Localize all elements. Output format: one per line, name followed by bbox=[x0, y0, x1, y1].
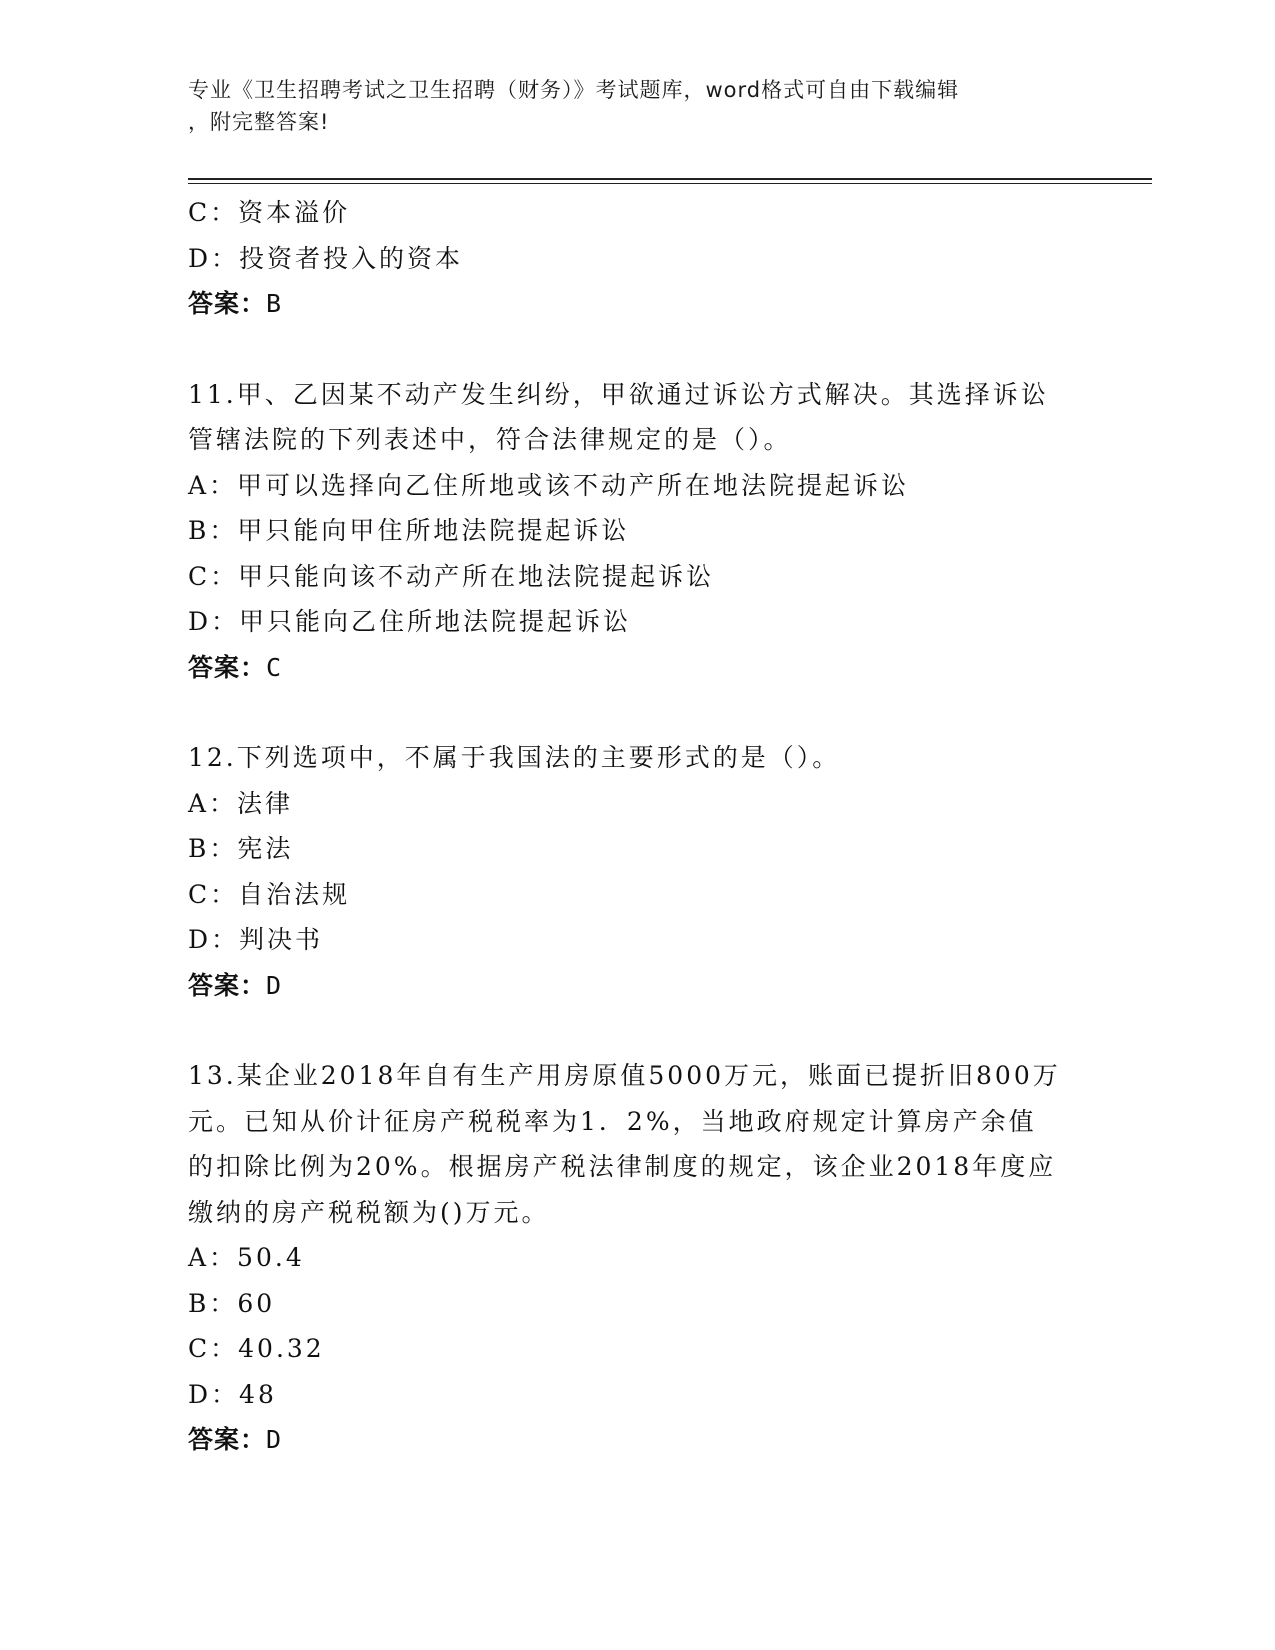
question-11 bbox=[188, 372, 1088, 691]
header-title-line-2: ，附完整答案! bbox=[188, 110, 330, 134]
question-list bbox=[188, 190, 1088, 1463]
option-b: B：宪法 bbox=[188, 834, 294, 863]
question-stem-line: 的扣除比例为20%。根据房产税法律制度的规定，该企业2018年度应 bbox=[188, 1152, 1057, 1181]
answer-value: C bbox=[266, 652, 283, 682]
question-stem-line: 12.下列选项中，不属于我国法的主要形式的是（）。 bbox=[188, 743, 841, 772]
answer-label: 答案： bbox=[188, 1425, 267, 1454]
answer-label: 答案： bbox=[188, 652, 267, 682]
option-c: C：40.32 bbox=[188, 1334, 325, 1363]
option-c: C：资本溢价 bbox=[188, 198, 351, 227]
answer-line bbox=[188, 645, 1088, 691]
answer-value: D bbox=[266, 1425, 283, 1454]
option-c: C：自治法规 bbox=[188, 879, 351, 909]
document-header bbox=[188, 74, 1088, 138]
option-a: A：甲可以选择向乙住所地或该不动产所在地法院提起诉讼 bbox=[188, 470, 910, 500]
answer-value: D bbox=[266, 970, 283, 1000]
question-stem-line: 缴纳的房产税税额为()万元。 bbox=[188, 1197, 550, 1227]
question-stem-line: 管辖法院的下列表述中，符合法律规定的是（）。 bbox=[188, 425, 792, 454]
option-d: D：判决书 bbox=[188, 925, 324, 954]
spacer bbox=[188, 690, 1088, 735]
answer-line bbox=[188, 963, 1088, 1009]
option-d: D：48 bbox=[188, 1379, 277, 1409]
question-12 bbox=[188, 735, 1088, 1008]
question-stem-line: 11.甲、乙因某不动产发生纠纷，甲欲通过诉讼方式解决。其选择诉讼 bbox=[188, 379, 1049, 409]
question-continued bbox=[188, 190, 1088, 327]
question-13 bbox=[188, 1053, 1088, 1463]
answer-line bbox=[188, 1417, 1088, 1463]
spacer bbox=[188, 1008, 1088, 1053]
option-b: B：甲只能向甲住所地法院提起诉讼 bbox=[188, 516, 630, 545]
spacer bbox=[188, 327, 1088, 372]
header-title-line-1: 专业《卫生招聘考试之卫生招聘（财务）》考试题库，word格式可自由下载编辑 bbox=[188, 78, 960, 102]
option-d: D：投资者投入的资本 bbox=[188, 243, 464, 273]
answer-label: 答案： bbox=[188, 970, 267, 1000]
option-a: A：50.4 bbox=[188, 1243, 305, 1272]
header-divider-thick bbox=[188, 178, 1152, 180]
option-b: B：60 bbox=[188, 1288, 276, 1318]
answer-value: B bbox=[266, 289, 283, 318]
option-a: A：法律 bbox=[188, 788, 294, 818]
option-c: C：甲只能向该不动产所在地法院提起诉讼 bbox=[188, 561, 715, 591]
question-stem-line: 13.某企业2018年自有生产用房原值5000万元，账面已提折旧800万 bbox=[188, 1061, 1061, 1090]
header-divider-thin bbox=[188, 183, 1152, 184]
answer-line bbox=[188, 281, 1088, 327]
answer-label: 答案： bbox=[188, 289, 267, 318]
question-stem-line: 元。已知从价计征房产税税率为1．2%，当地政府规定计算房产余值 bbox=[188, 1106, 1037, 1136]
option-d: D：甲只能向乙住所地法院提起诉讼 bbox=[188, 607, 632, 636]
